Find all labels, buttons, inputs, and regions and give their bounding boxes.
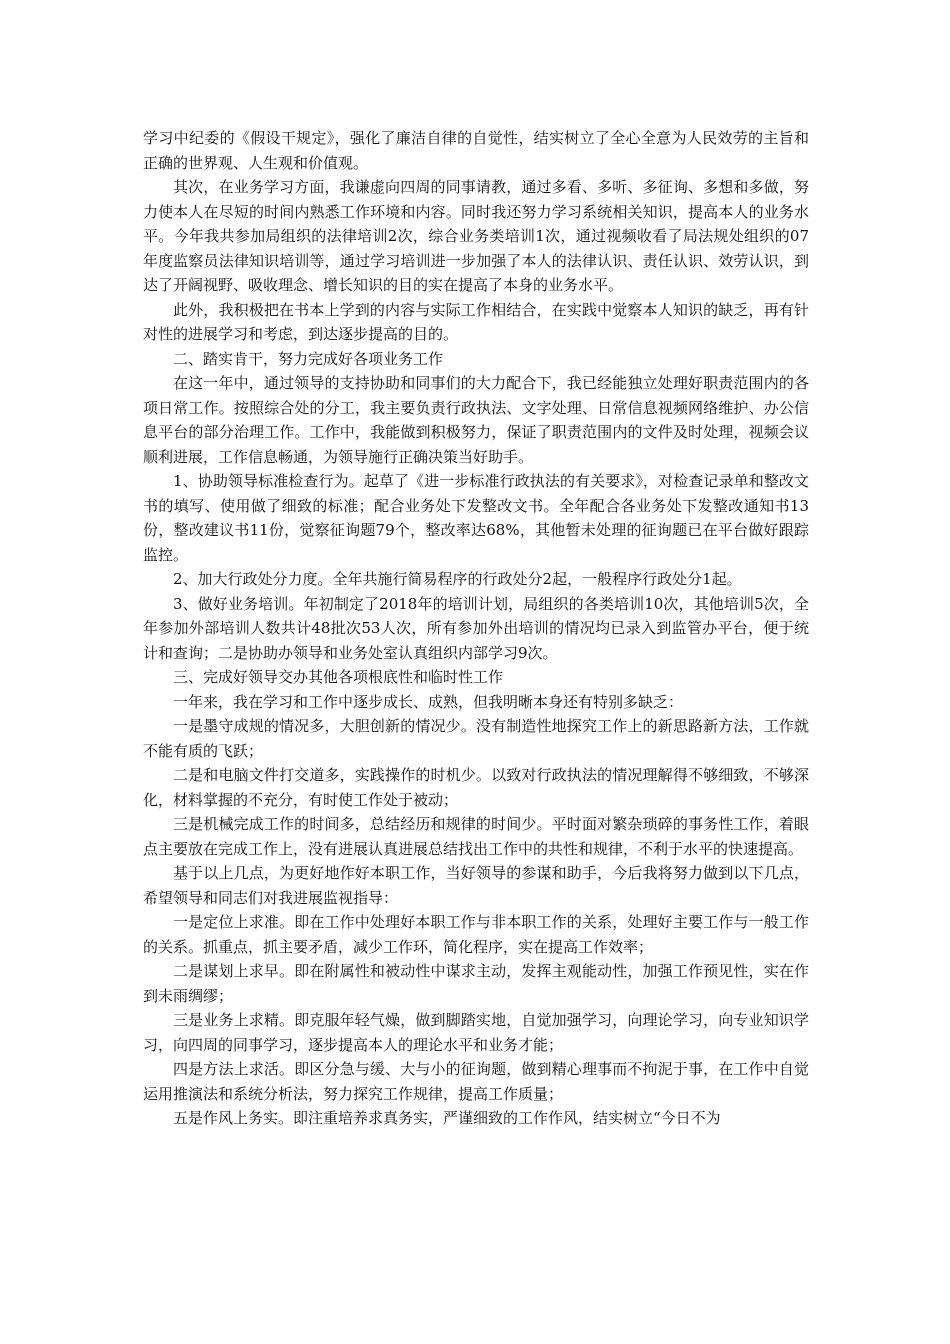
section-heading-3: 三、完成好领导交办其他各项根底性和临时性工作 [173,668,504,686]
list-item-3: 3、做好业务培训。年初制定了2018年的培训计划，局组织的各类培训10次，其他培训5次，全年参加外部培训人数共计48批次53人次，所有参加外出培训的情况均已录入到监管办平台，便于统计和查询；二是协助办领导和业务处室认真组织内部学习9次。 [143,594,809,662]
plan-item-3: 三是业务上求精。即克服年轻气燥，做到脚踏实地，自觉加强学习，向理论学习，向专业知识学习，向四周的同事学习，逐步提高本人的理论水平和业务才能； [143,1011,809,1054]
list-item-1: 1、协助领导标准检查行为。起草了《进一步标准行政执法的有关要求》，对检查记录单和整改文书的填写、使用做了细致的标准；配合业务处下发整改文书。全年配合各业务处下发整改通知书13份，整改建议书11份，觉察征询题79个，整改率达68%，其他暂未处理的征询题已在平台做好跟踪监控。 [143,472,809,564]
plan-item-5: 五是作风上务实。即注重培养求真务实，严谨细致的工作作风，结实树立“今日不为 [173,1109,721,1127]
paragraph-14: 基于以上几点，为更好地作好本职工作，当好领导的参谋和助手，今后我将努力做到以下几点，希望领导和同志们对我进展监视指导： [143,864,809,907]
list-item-2: 2、加大行政处分力度。全年共施行简易程序的行政处分2起，一般程序行政处分1起。 [173,570,742,588]
shortcoming-3: 三是机械完成工作的时间多，总结经历和规律的时间少。平时面对繁杂琐碎的事务性工作，着眼点主要放在完成工作上，没有进展认真进展总结找出工作中的共性和规律，不利于水平的快速提高。 [143,815,809,858]
shortcoming-1: 一是墨守成规的情况多，大胆创新的情况少。没有制造性地探究工作上的新思路新方法，工作就不能有质的飞跃； [143,717,809,760]
plan-item-1: 一是定位上求准。即在工作中处理好本职工作与非本职工作的关系，处理好主要工作与一般工作的关系。抓重点，抓主要矛盾，减少工作环，简化程序，实在提高工作效率； [143,913,809,956]
paragraph-1: 学习中纪委的《假设干规定》，强化了廉洁自律的自觉性，结实树立了全心全意为人民效劳的主旨和正确的世界观、人生观和价值观。 [143,129,809,172]
document-page [143,126,809,1131]
paragraph-2: 其次，在业务学习方面，我谦虚向四周的同事请教，通过多看、多听、多征询、多想和多做，努力使本人在尽短的时间内熟悉工作环境和内容。同时我还努力学习系统相关知识，提高本人的业务水平。今年我共参加局组织的法律培训2次，综合业务类培训1次，通过视频收看了局法规处组织的07年度监察员法律知识培训等，通过学习培训进一步加强了本人的法律认识、责任认识、效劳认识，到达了开阔视野、吸收理念、增长知识的目的实在提高了本身的业务水平。 [143,178,809,294]
shortcoming-2: 二是和电脑文件打交道多，实践操作的时机少。以致对行政执法的情况理解得不够细致，不够深化，材料掌握的不充分，有时使工作处于被动； [143,766,809,809]
plan-item-4: 四是方法上求活。即区分急与缓、大与小的征询题，做到精心理事而不拘泥于事，在工作中自觉运用推演法和系统分析法，努力探究工作规律，提高工作质量； [143,1060,809,1103]
paragraph-3: 此外，我积极把在书本上学到的内容与实际工作相结合，在实践中觉察本人知识的缺乏，再有针对性的进展学习和考虑，到达逐步提高的目的。 [143,300,809,343]
plan-item-2: 二是谋划上求早。即在附属性和被动性中谋求主动，发挥主观能动性，加强工作预见性，实在作到未雨绸缪； [143,962,809,1005]
paragraph-10: 一年来，我在学习和工作中逐步成长、成熟，但我明晰本身还有特别多缺乏： [173,692,684,711]
paragraph-5: 在这一年中，通过领导的支持协助和同事们的大力配合下，我已经能独立处理好职责范围内的各项日常工作。按照综合处的分工，我主要负责行政执法、文字处理、日常信息视频网络维护、办公信息平台的部分治理工作。工作中，我能做到积极努力，保证了职责范围内的文件及时处理，视频会议顺利进展，工作信息畅通，为领导施行正确决策当好助手。 [143,374,809,466]
section-heading-2: 二、踏实肯干，努力完成好各项业务工作 [173,349,444,368]
